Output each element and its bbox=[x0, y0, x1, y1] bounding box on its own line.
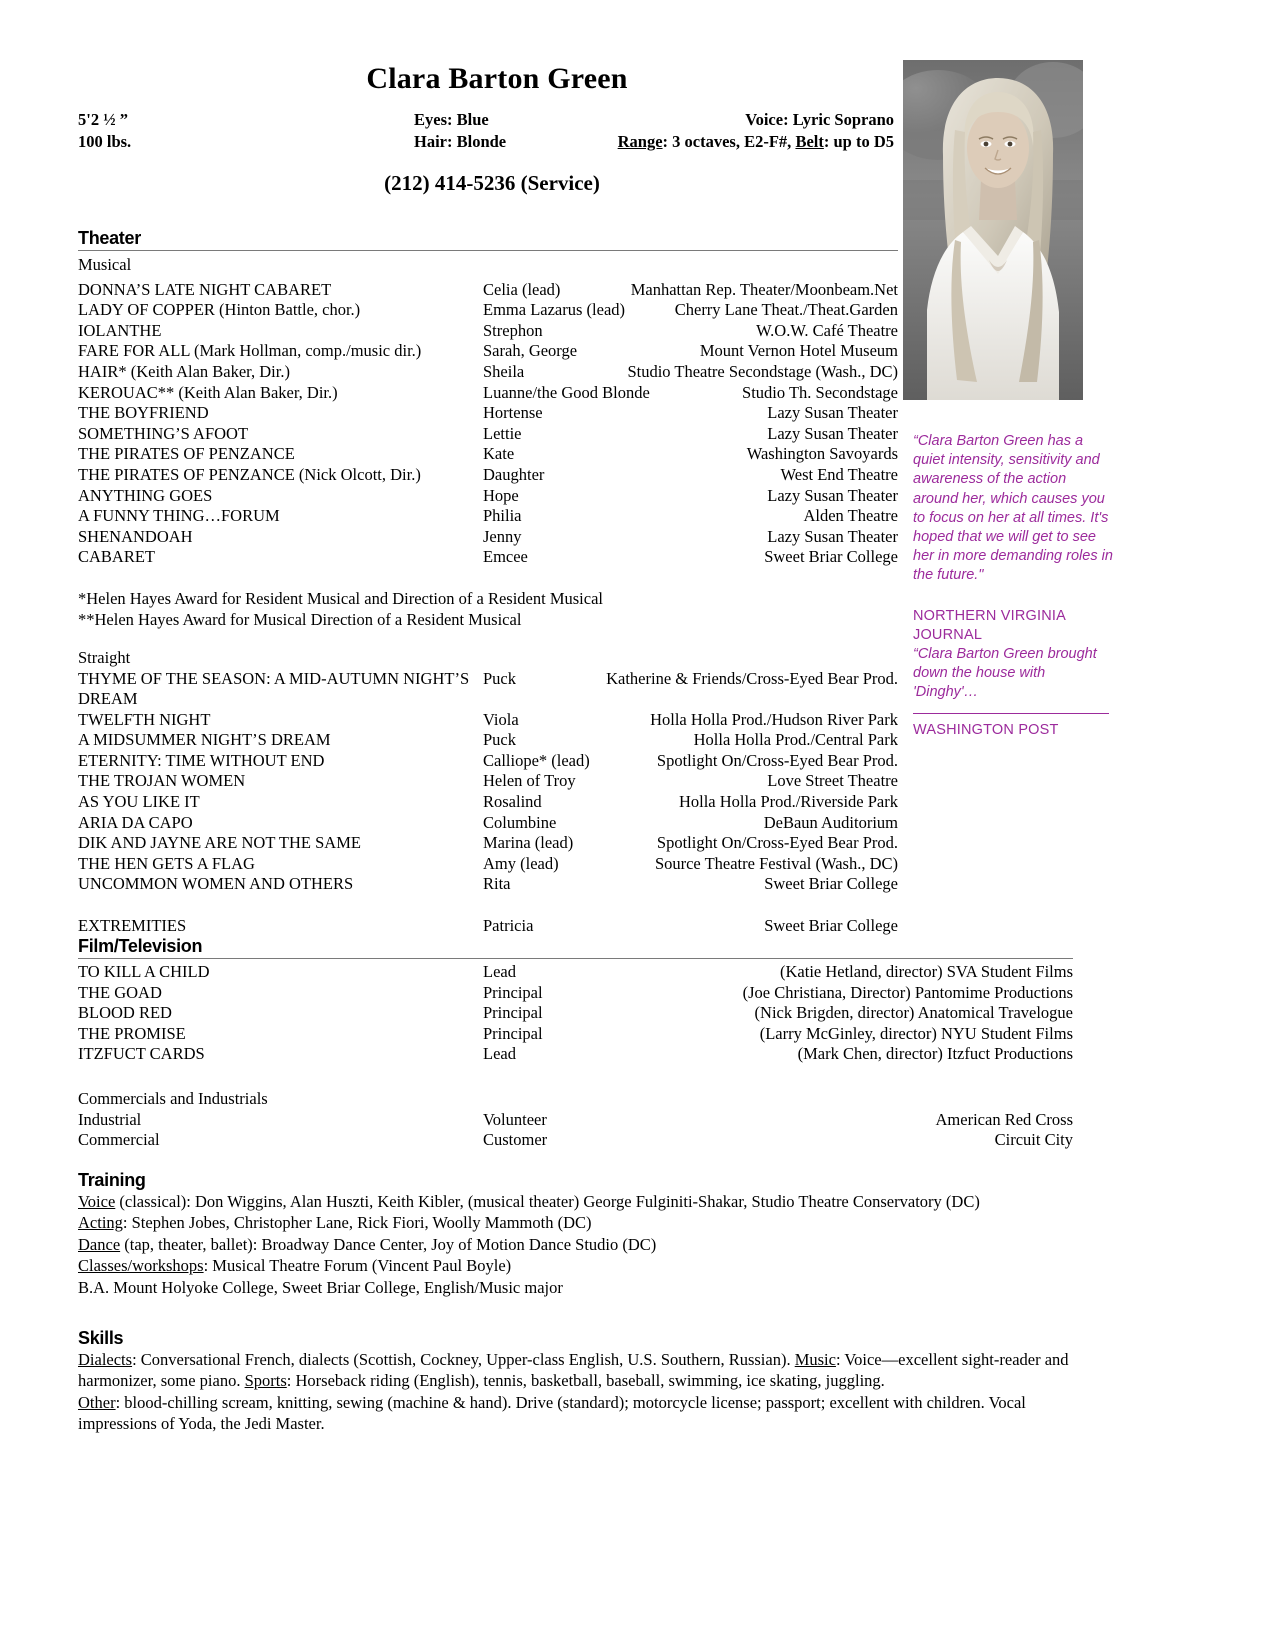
training-text: : Musical Theatre Forum (Vincent Paul Boyle) bbox=[203, 1256, 512, 1276]
credit-venue: (Joe Christiana, Director) Pantomime Productions bbox=[742, 982, 1073, 1002]
credit-show-title: THE HEN GETS A FLAG bbox=[78, 853, 255, 873]
credit-show-title: THE PIRATES OF PENZANCE bbox=[78, 444, 295, 464]
headshot-image bbox=[903, 60, 1083, 400]
credit-venue: West End Theatre bbox=[780, 464, 898, 484]
credit-role: Viola bbox=[483, 709, 519, 729]
commercials-subheading: Commercials and Industrials bbox=[78, 1088, 268, 1108]
eyes-value: Eyes: Blue bbox=[414, 109, 489, 129]
skills-section bbox=[78, 1328, 1083, 1435]
credit-row bbox=[78, 730, 898, 751]
phone-number: (212) 414-5236 (Service) bbox=[384, 170, 600, 195]
credit-row bbox=[78, 854, 898, 875]
credit-venue: Circuit City bbox=[994, 1130, 1073, 1150]
credit-row bbox=[78, 300, 898, 321]
credit-role: Helen of Troy bbox=[483, 771, 576, 791]
credit-row bbox=[78, 813, 898, 834]
credit-show-title: DIK AND JAYNE ARE NOT THE SAME bbox=[78, 833, 361, 853]
theater-heading: Theater bbox=[78, 228, 141, 248]
credit-venue: Sweet Briar College bbox=[764, 874, 898, 894]
skills-heading: Skills bbox=[78, 1328, 124, 1348]
credit-role: Daughter bbox=[483, 464, 545, 484]
other-text: : blood-chilling scream, knitting, sewing (machine & hand). Drive (standard); motorcycle license; passport; excellent with children. Vocal impressions of Yoda, the Jedi Master. bbox=[78, 1392, 1026, 1434]
credit-show-title: THE TROJAN WOMEN bbox=[78, 771, 246, 791]
credit-role: Kate bbox=[483, 444, 515, 464]
credit-role: Puck bbox=[483, 730, 516, 750]
credit-show-title: TWELFTH NIGHT bbox=[78, 709, 211, 729]
credit-venue: Spotlight On/Cross-Eyed Bear Prod. bbox=[656, 833, 898, 853]
credit-venue: Holla Holla Prod./Hudson River Park bbox=[650, 709, 898, 729]
training-line bbox=[78, 1255, 1078, 1276]
credit-row bbox=[78, 527, 898, 548]
credit-show-title: ARIA DA CAPO bbox=[78, 812, 193, 832]
training-label: Classes/workshops bbox=[78, 1256, 204, 1276]
credit-row bbox=[78, 341, 898, 362]
credit-role: Rosalind bbox=[483, 792, 542, 812]
credit-show-title: Commercial bbox=[78, 1130, 160, 1150]
credit-row bbox=[78, 1044, 1073, 1065]
music-text: : Voice—excellent sight-reader and harmonizer, some piano. bbox=[78, 1350, 1069, 1391]
credit-role: Lead bbox=[483, 1044, 516, 1064]
credit-venue: Lazy Susan Theater bbox=[767, 526, 898, 546]
credit-role: Customer bbox=[483, 1130, 548, 1150]
commercial-credits-list bbox=[78, 1110, 1073, 1151]
film-heading: Film/Television bbox=[78, 936, 203, 956]
credit-show-title: KEROUAC** (Keith Alan Baker, Dir.) bbox=[78, 382, 338, 402]
credit-show-title: EXTREMITIES bbox=[78, 915, 187, 935]
credit-row bbox=[78, 506, 898, 527]
credit-show-title: THYME OF THE SEASON: A MID-AUTUMN NIGHT’S DREAM bbox=[78, 668, 470, 709]
credit-row bbox=[78, 874, 898, 895]
sports-label: Sports bbox=[244, 1371, 287, 1391]
credit-show-title: THE PROMISE bbox=[78, 1023, 186, 1043]
credit-row bbox=[78, 1024, 1073, 1045]
training-line bbox=[78, 1234, 1078, 1255]
credit-row bbox=[78, 280, 898, 301]
credit-role: Columbine bbox=[483, 812, 557, 832]
credit-show-title: ITZFUCT CARDS bbox=[78, 1044, 205, 1064]
credit-show-title: AS YOU LIKE IT bbox=[78, 792, 200, 812]
credit-venue: Studio Th. Secondstage bbox=[742, 382, 898, 402]
credit-venue: Holla Holla Prod./Riverside Park bbox=[678, 792, 898, 812]
credit-row bbox=[78, 1003, 1073, 1024]
credit-show-title: BLOOD RED bbox=[78, 1003, 172, 1023]
training-lines bbox=[78, 1191, 1078, 1298]
credit-row bbox=[78, 983, 1073, 1004]
credit-role: Strephon bbox=[483, 320, 543, 340]
award-notes bbox=[78, 588, 898, 630]
vital-stats bbox=[78, 109, 898, 155]
training-line bbox=[78, 1212, 1078, 1233]
credit-venue: (Larry McGinley, director) NYU Student Films bbox=[759, 1023, 1073, 1043]
credit-role: Luanne/the Good Blonde bbox=[483, 382, 650, 402]
credit-row bbox=[78, 792, 898, 813]
credit-role: Lettie bbox=[483, 423, 522, 443]
credit-venue: Studio Theatre Secondstage (Wash., DC) bbox=[627, 361, 898, 381]
belt-label: Belt bbox=[795, 131, 824, 151]
film-credits-list bbox=[78, 962, 1073, 1065]
credit-venue: Source Theatre Festival (Wash., DC) bbox=[654, 853, 898, 873]
credit-row bbox=[78, 383, 898, 404]
credit-role: Jenny bbox=[483, 526, 522, 546]
credit-role: Hortense bbox=[483, 403, 543, 423]
credit-role: Rita bbox=[483, 874, 511, 894]
credit-row bbox=[78, 1110, 1073, 1131]
credit-row bbox=[78, 547, 898, 568]
training-text: : Stephen Jobes, Christopher Lane, Rick Fiori, Woolly Mammoth (DC) bbox=[122, 1213, 592, 1233]
credit-role: Marina (lead) bbox=[483, 833, 574, 853]
musical-subheading: Musical bbox=[78, 255, 132, 274]
credit-role: Emma Lazarus (lead) bbox=[483, 300, 626, 320]
credit-role: Principal bbox=[483, 1023, 543, 1043]
credit-show-title: UNCOMMON WOMEN AND OTHERS bbox=[78, 874, 354, 894]
training-text: (tap, theater, ballet): Broadway Dance Center, Joy of Motion Dance Studio (DC) bbox=[120, 1234, 657, 1254]
credit-show-title: A FUNNY THING…FORUM bbox=[78, 506, 280, 526]
credit-row bbox=[78, 444, 898, 465]
credit-venue: Spotlight On/Cross-Eyed Bear Prod. bbox=[656, 750, 898, 770]
credit-row bbox=[78, 669, 898, 710]
credit-show-title: LADY OF COPPER (Hinton Battle, chor.) bbox=[78, 300, 361, 320]
belt-value: : up to D5 bbox=[823, 131, 894, 151]
award-note-1: *Helen Hayes Award for Resident Musical and Direction of a Resident Musical bbox=[78, 588, 603, 608]
resume-header bbox=[78, 62, 898, 196]
headshot-photo bbox=[903, 60, 1083, 400]
training-section bbox=[78, 1170, 1078, 1298]
other-label: Other bbox=[78, 1392, 116, 1412]
credit-row bbox=[78, 321, 898, 342]
credit-row bbox=[78, 710, 898, 731]
training-line bbox=[78, 1277, 1078, 1298]
credit-show-title: Industrial bbox=[78, 1109, 142, 1129]
credit-row bbox=[78, 895, 898, 916]
dialects-text: : Conversational French, dialects (Scottish, Cockney, Upper-class English, U.S. Southern, Russian). bbox=[132, 1350, 795, 1369]
credit-role: Lead bbox=[483, 962, 516, 981]
credit-role: Sarah, George bbox=[483, 341, 578, 361]
musical-credits-list bbox=[78, 280, 898, 568]
straight-subheading: Straight bbox=[78, 647, 131, 667]
training-line bbox=[78, 1191, 1078, 1212]
credit-venue: Washington Savoyards bbox=[746, 444, 898, 464]
credit-role: Patricia bbox=[483, 915, 534, 935]
credit-show-title: SOMETHING’S AFOOT bbox=[78, 423, 249, 443]
credit-role: Puck bbox=[483, 668, 516, 688]
credit-role: Calliope* (lead) bbox=[483, 750, 590, 770]
weight-value: 100 lbs. bbox=[78, 131, 132, 151]
page-title: Clara Barton Green bbox=[366, 62, 628, 95]
credit-row bbox=[78, 751, 898, 772]
skills-paragraph bbox=[78, 1349, 1083, 1435]
credit-show-title: CABARET bbox=[78, 547, 156, 567]
press-sidebar bbox=[913, 432, 1113, 740]
credit-venue: Cherry Lane Theat./Theat.Garden bbox=[674, 300, 898, 320]
theater-divider bbox=[78, 250, 898, 251]
theater-section bbox=[78, 228, 898, 936]
credit-role: Emcee bbox=[483, 547, 528, 567]
credit-venue: Manhattan Rep. Theater/Moonbeam.Net bbox=[630, 279, 898, 299]
credit-row bbox=[78, 424, 898, 445]
voice-value: Voice: Lyric Soprano bbox=[745, 109, 894, 129]
training-label: Dance bbox=[78, 1234, 121, 1254]
credit-venue: Lazy Susan Theater bbox=[767, 485, 898, 505]
credit-row bbox=[78, 362, 898, 383]
credit-show-title: HAIR* (Keith Alan Baker, Dir.) bbox=[78, 361, 290, 381]
press-divider bbox=[913, 713, 1109, 714]
credit-role: Amy (lead) bbox=[483, 853, 559, 873]
range-belt-value bbox=[618, 131, 894, 153]
credit-show-title: FARE FOR ALL (Mark Hollman, comp./music dir.) bbox=[78, 341, 422, 361]
credit-row bbox=[78, 403, 898, 424]
sports-text: : Horseback riding (English), tennis, basketball, baseball, swimming, ice skating, juggling. bbox=[286, 1371, 885, 1391]
credit-venue: Lazy Susan Theater bbox=[767, 423, 898, 443]
credit-venue: (Mark Chen, director) Itzfuct Productions bbox=[797, 1044, 1073, 1064]
credit-row bbox=[78, 465, 898, 486]
credit-show-title: ANYTHING GOES bbox=[78, 485, 213, 505]
credit-show-title: ETERNITY: TIME WITHOUT END bbox=[78, 750, 325, 770]
music-label: Music bbox=[794, 1350, 836, 1369]
training-text: (classical): Don Wiggins, Alan Huszti, Keith Kibler, (musical theater) George Fulginiti-Shakar, Studio Theatre Conservatory (DC) bbox=[115, 1192, 980, 1211]
credit-venue: (Nick Brigden, director) Anatomical Travelogue bbox=[754, 1003, 1073, 1023]
straight-credits-list bbox=[78, 669, 898, 937]
straight-block bbox=[78, 648, 898, 936]
credit-role: Principal bbox=[483, 982, 543, 1002]
credit-venue: Alden Theatre bbox=[803, 506, 898, 526]
training-label: Acting bbox=[78, 1213, 123, 1233]
credit-role: Sheila bbox=[483, 361, 525, 381]
credit-row bbox=[78, 486, 898, 507]
range-label: Range bbox=[617, 131, 663, 151]
credit-show-title: A MIDSUMMER NIGHT’S DREAM bbox=[78, 730, 331, 750]
credit-venue: Holla Holla Prod./Central Park bbox=[693, 730, 898, 750]
credit-venue: Lazy Susan Theater bbox=[767, 403, 898, 423]
press-source-1: NORTHERN VIRGINIA JOURNAL bbox=[913, 607, 1066, 643]
credit-show-title: DONNA’S LATE NIGHT CABARET bbox=[78, 279, 332, 299]
credit-role: Volunteer bbox=[483, 1109, 547, 1129]
credit-venue: DeBaun Auditorium bbox=[763, 812, 898, 832]
credit-row bbox=[78, 771, 898, 792]
height-value: 5'2 ½ ” bbox=[78, 109, 128, 129]
award-note-2: **Helen Hayes Award for Musical Direction of a Resident Musical bbox=[78, 609, 522, 629]
credit-show-title: TO KILL A CHILD bbox=[78, 962, 210, 981]
film-television-section bbox=[78, 936, 1073, 1151]
commercials-block bbox=[78, 1089, 1073, 1151]
credit-venue: Love Street Theatre bbox=[767, 771, 898, 791]
credit-show-title: THE PIRATES OF PENZANCE (Nick Olcott, Dir.) bbox=[78, 464, 421, 484]
credit-show-title: IOLANTHE bbox=[78, 320, 162, 340]
press-source-2: WASHINGTON POST bbox=[913, 721, 1059, 738]
credit-role: Philia bbox=[483, 506, 522, 526]
credit-role: Hope bbox=[483, 485, 519, 505]
credit-row bbox=[78, 916, 898, 937]
press-quote-1: “Clara Barton Green has a quiet intensity, sensitivity and awareness of the action around her, which causes you to focus on her at all times. It's hoped that we will get to see her in more demanding roles in the future." bbox=[913, 433, 1113, 584]
credit-venue: (Katie Hetland, director) SVA Student Films bbox=[780, 962, 1073, 981]
credit-venue: Sweet Briar College bbox=[764, 915, 898, 935]
range-value: : 3 octaves, E2-F#, bbox=[662, 131, 796, 151]
credit-venue: American Red Cross bbox=[935, 1109, 1073, 1129]
credit-venue: Mount Vernon Hotel Museum bbox=[699, 341, 898, 361]
hair-value: Hair: Blonde bbox=[414, 131, 507, 151]
training-label: Voice bbox=[78, 1192, 116, 1211]
press-quote-2: “Clara Barton Green brought down the house with 'Dinghy'… bbox=[913, 646, 1097, 701]
dialects-label: Dialects bbox=[78, 1350, 133, 1369]
credit-venue: Katherine & Friends/Cross-Eyed Bear Prod. bbox=[606, 668, 898, 688]
credit-role: Principal bbox=[483, 1003, 543, 1023]
credit-show-title: THE GOAD bbox=[78, 982, 162, 1002]
credit-row bbox=[78, 962, 1073, 983]
training-text: B.A. Mount Holyoke College, Sweet Briar College, English/Music major bbox=[78, 1277, 563, 1297]
credit-show-title: SHENANDOAH bbox=[78, 526, 193, 546]
credit-role: Celia (lead) bbox=[483, 279, 561, 299]
credit-row bbox=[78, 1130, 1073, 1151]
film-divider bbox=[78, 958, 1073, 959]
credit-row bbox=[78, 833, 898, 854]
credit-venue: W.O.W. Café Theatre bbox=[756, 320, 898, 340]
credit-venue: Sweet Briar College bbox=[764, 547, 898, 567]
training-heading: Training bbox=[78, 1170, 146, 1190]
credit-show-title: THE BOYFRIEND bbox=[78, 403, 209, 423]
